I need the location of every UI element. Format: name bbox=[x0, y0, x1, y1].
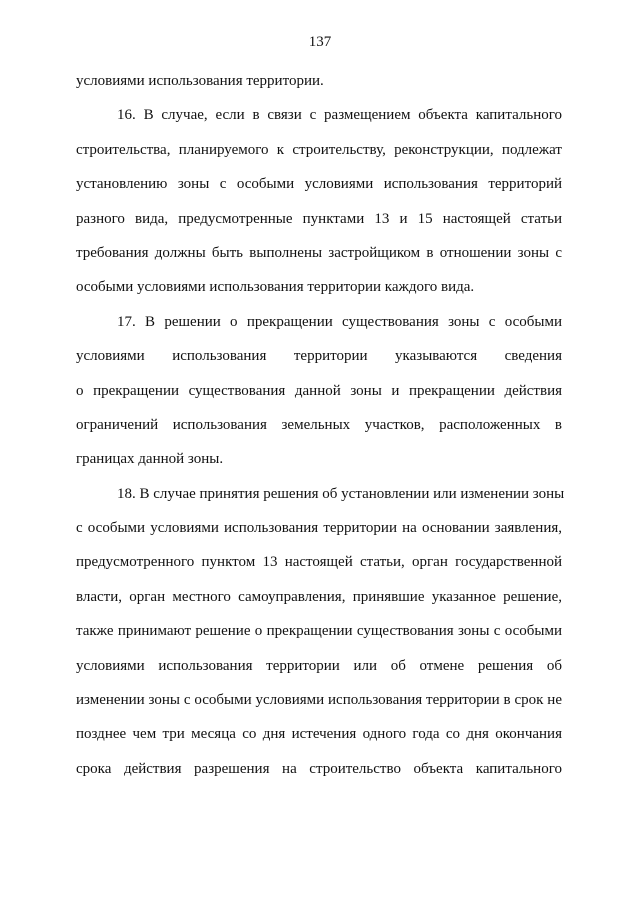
text-line: строительства, планируемого к строительству, реконструкции, подлежат bbox=[76, 141, 562, 158]
text-line: разного вида, предусмотренные пунктами 13 и 15 настоящей статьи bbox=[76, 210, 562, 227]
text-line: особыми условиями использования территории каждого вида. bbox=[76, 279, 475, 296]
text-line: позднее чем три месяца со дня истечения одного года со дня окончания bbox=[76, 726, 562, 743]
text-line: предусмотренного пунктом 13 настоящей статьи, орган государственной bbox=[76, 554, 562, 571]
text-line: 18. В случае принятия решения об установлении или изменении зоны bbox=[117, 485, 565, 502]
text-line: изменении зоны с особыми условиями использования территории в срок не bbox=[76, 692, 562, 709]
text-line: 16. В случае, если в связи с размещением объекта капитального bbox=[117, 107, 562, 124]
text-line: 17. В решении о прекращении существования зоны с особыми bbox=[117, 313, 562, 330]
text-line: ограничений использования земельных участков, расположенных в bbox=[76, 416, 562, 433]
text-line: условиями использования территории. bbox=[76, 73, 324, 89]
text-line: срока действия разрешения на строительство объекта капитального bbox=[76, 760, 562, 777]
text-line: условиями использования территории указываются сведения bbox=[76, 348, 562, 365]
text-line: условиями использования территории или об отмене решения об bbox=[76, 657, 562, 674]
text-line: границах данной зоны. bbox=[76, 451, 224, 468]
text-line: власти, орган местного самоуправления, принявшие указанное решение, bbox=[76, 588, 562, 605]
text-line: также принимают решение о прекращении существования зоны с особыми bbox=[76, 623, 562, 640]
text-line: о прекращении существования данной зоны и прекращении действия bbox=[76, 382, 562, 399]
document-body bbox=[76, 64, 565, 786]
text-line: с особыми условиями использования территории на основании заявления, bbox=[76, 520, 562, 537]
page-number: 137 bbox=[308, 34, 332, 50]
text-line: установлению зоны с особыми условиями использования территорий bbox=[76, 176, 562, 193]
text-line: требования должны быть выполнены застройщиком в отношении зоны с bbox=[76, 244, 562, 261]
